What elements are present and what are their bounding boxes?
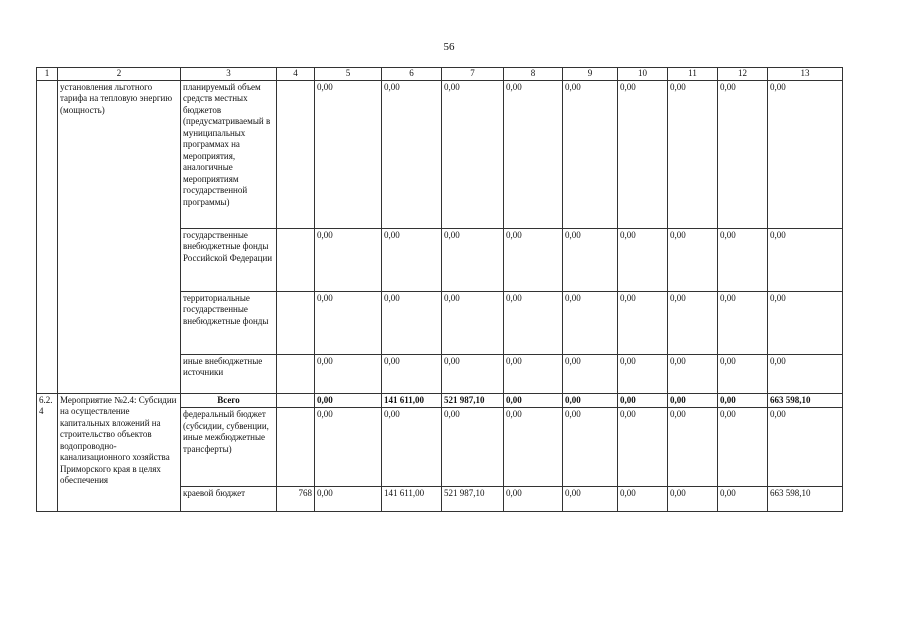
code-cell xyxy=(277,228,315,291)
funding-source-cell: федеральный бюджет (субсидии, субвенции, иные межбюджетные трансферты) xyxy=(181,408,277,487)
table-header-row xyxy=(37,68,843,81)
value-cell: 0,00 xyxy=(618,228,668,291)
value-cell: 0,00 xyxy=(442,228,504,291)
value-cell: 0,00 xyxy=(504,408,563,487)
header-cell: 5 xyxy=(315,68,382,81)
value-cell: 0,00 xyxy=(618,393,668,408)
value-cell: 0,00 xyxy=(382,228,442,291)
value-cell: 0,00 xyxy=(563,393,618,408)
funding-source-cell: иные внебюджетные источники xyxy=(181,354,277,393)
value-cell: 0,00 xyxy=(382,80,442,228)
value-cell: 0,00 xyxy=(618,291,668,354)
code-cell xyxy=(277,80,315,228)
value-cell: 0,00 xyxy=(382,354,442,393)
value-cell: 0,00 xyxy=(668,228,718,291)
value-cell: 0,00 xyxy=(563,408,618,487)
header-cell: 7 xyxy=(442,68,504,81)
header-cell: 4 xyxy=(277,68,315,81)
header-cell: 6 xyxy=(382,68,442,81)
value-cell: 141 611,00 xyxy=(382,393,442,408)
header-cell: 12 xyxy=(718,68,768,81)
funding-source-cell: краевой бюджет xyxy=(181,487,277,512)
value-cell: 0,00 xyxy=(315,80,382,228)
code-cell: 768 xyxy=(277,487,315,512)
value-cell: 0,00 xyxy=(315,354,382,393)
header-cell: 13 xyxy=(768,68,843,81)
header-cell: 8 xyxy=(504,68,563,81)
header-cell: 10 xyxy=(618,68,668,81)
value-cell: 0,00 xyxy=(668,487,718,512)
item-description-cell: установления льготного тарифа на тепловую энергию (мощность) xyxy=(58,80,181,393)
value-cell: 0,00 xyxy=(668,291,718,354)
value-cell: 0,00 xyxy=(718,393,768,408)
value-cell: 0,00 xyxy=(563,80,618,228)
funding-source-cell: территориальные государственные внебюджетные фонды xyxy=(181,291,277,354)
value-cell: 0,00 xyxy=(442,354,504,393)
value-cell: 0,00 xyxy=(563,291,618,354)
value-cell: 0,00 xyxy=(504,393,563,408)
value-cell: 0,00 xyxy=(315,408,382,487)
code-cell xyxy=(277,291,315,354)
code-cell xyxy=(277,408,315,487)
value-cell: 0,00 xyxy=(718,354,768,393)
table-row xyxy=(37,80,843,228)
header-cell: 11 xyxy=(668,68,718,81)
value-cell: 0,00 xyxy=(315,291,382,354)
value-cell: 0,00 xyxy=(668,80,718,228)
value-cell: 0,00 xyxy=(618,354,668,393)
value-cell: 0,00 xyxy=(504,487,563,512)
code-cell xyxy=(277,393,315,408)
value-cell: 0,00 xyxy=(504,291,563,354)
funding-source-cell: государственные внебюджетные фонды Российской Федерации xyxy=(181,228,277,291)
value-cell: 0,00 xyxy=(718,228,768,291)
value-cell: 0,00 xyxy=(563,228,618,291)
value-cell: 0,00 xyxy=(668,393,718,408)
item-number-cell xyxy=(37,80,58,393)
value-cell: 0,00 xyxy=(382,291,442,354)
value-cell: 0,00 xyxy=(504,228,563,291)
header-cell: 2 xyxy=(58,68,181,81)
value-cell: 0,00 xyxy=(442,408,504,487)
value-cell: 663 598,10 xyxy=(768,393,843,408)
value-cell: 0,00 xyxy=(668,354,718,393)
value-cell: 0,00 xyxy=(504,354,563,393)
value-cell: 0,00 xyxy=(668,408,718,487)
value-cell: 0,00 xyxy=(768,408,843,487)
header-cell: 9 xyxy=(563,68,618,81)
header-cell: 3 xyxy=(181,68,277,81)
value-cell: 0,00 xyxy=(442,80,504,228)
value-cell: 0,00 xyxy=(315,228,382,291)
budget-table xyxy=(36,67,843,512)
value-cell: 0,00 xyxy=(618,487,668,512)
value-cell: 663 598,10 xyxy=(768,487,843,512)
value-cell: 521 987,10 xyxy=(442,487,504,512)
value-cell: 0,00 xyxy=(768,228,843,291)
page-number: 56 xyxy=(443,41,455,53)
funding-source-cell: планируемый объем средств местных бюджетов (предусматриваемый в муниципальных программах на мероприятия, аналогичные мероприятиям государственной программы) xyxy=(181,80,277,228)
value-cell: 0,00 xyxy=(563,487,618,512)
value-cell: 0,00 xyxy=(618,80,668,228)
value-cell: 0,00 xyxy=(718,487,768,512)
funding-source-cell: Всего xyxy=(181,393,277,408)
value-cell: 0,00 xyxy=(768,354,843,393)
item-number-cell: 6.2.4 xyxy=(37,393,58,512)
value-cell: 0,00 xyxy=(442,291,504,354)
value-cell: 0,00 xyxy=(718,291,768,354)
value-cell: 0,00 xyxy=(563,354,618,393)
value-cell: 0,00 xyxy=(768,80,843,228)
header-cell: 1 xyxy=(37,68,58,81)
value-cell: 0,00 xyxy=(504,80,563,228)
code-cell xyxy=(277,354,315,393)
item-description-cell: Мероприятие №2.4: Субсидии на осуществление капитальных вложений на строительство объектов водопроводно-канализационного хозяйства Приморского края в целях обеспечения xyxy=(58,393,181,512)
value-cell: 141 611,00 xyxy=(382,487,442,512)
value-cell: 0,00 xyxy=(618,408,668,487)
value-cell: 0,00 xyxy=(718,80,768,228)
value-cell: 0,00 xyxy=(315,487,382,512)
value-cell: 0,00 xyxy=(718,408,768,487)
value-cell: 0,00 xyxy=(315,393,382,408)
table-row xyxy=(37,393,843,408)
value-cell: 0,00 xyxy=(768,291,843,354)
value-cell: 0,00 xyxy=(382,408,442,487)
value-cell: 521 987,10 xyxy=(442,393,504,408)
